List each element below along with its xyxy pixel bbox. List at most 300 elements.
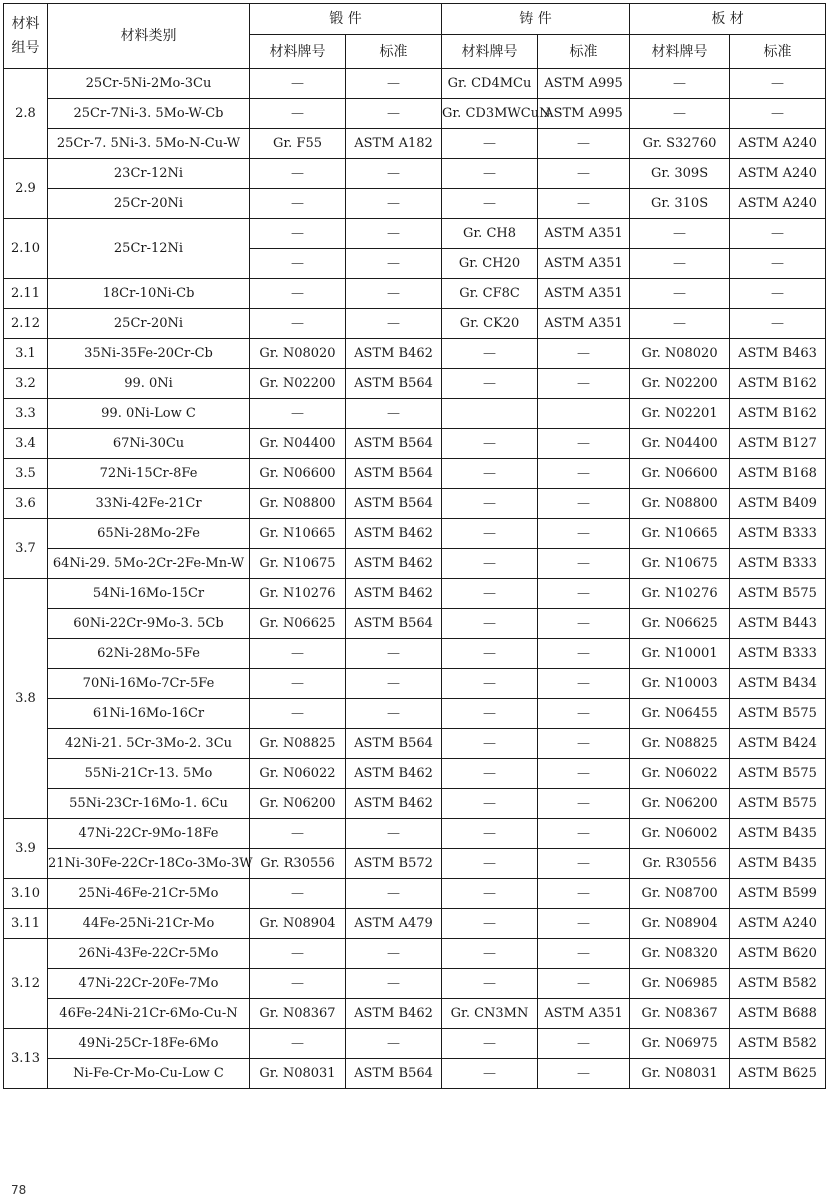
castings-standard-cell: —: [538, 489, 630, 519]
forgings-grade-cell: —: [250, 969, 346, 999]
category-cell: 25Cr-7. 5Ni-3. 5Mo-N-Cu-W: [48, 129, 250, 159]
castings-grade-cell: —: [442, 669, 538, 699]
forgings-grade-cell: —: [250, 249, 346, 279]
castings-grade-header: 材料牌号: [442, 35, 538, 69]
plates-grade-cell: Gr. R30556: [630, 849, 730, 879]
table-row: [4, 309, 826, 339]
forgings-grade-cell: Gr. R30556: [250, 849, 346, 879]
plates-standard-cell: —: [730, 69, 826, 99]
castings-grade-cell: —: [442, 969, 538, 999]
category-cell: 25Cr-20Ni: [48, 189, 250, 219]
castings-standard-cell: ASTM A351: [538, 279, 630, 309]
forgings-grade-cell: —: [250, 399, 346, 429]
plates-standard-cell: —: [730, 279, 826, 309]
forgings-standard-cell: —: [346, 99, 442, 129]
plates-standard-cell: ASTM A240: [730, 909, 826, 939]
plates-standard-cell: ASTM B582: [730, 969, 826, 999]
plates-grade-cell: Gr. N06625: [630, 609, 730, 639]
plates-grade-cell: Gr. N08020: [630, 339, 730, 369]
forgings-grade-cell: Gr. N08904: [250, 909, 346, 939]
castings-standard-cell: —: [538, 339, 630, 369]
castings-standard-cell: —: [538, 369, 630, 399]
plates-grade-cell: Gr. N06985: [630, 969, 730, 999]
plates-grade-cell: Gr. 310S: [630, 189, 730, 219]
castings-grade-cell: [442, 399, 538, 429]
plates-grade-cell: Gr. N02201: [630, 399, 730, 429]
plates-grade-cell: Gr. N06455: [630, 699, 730, 729]
forgings-standard-cell: ASTM B564: [346, 1059, 442, 1089]
forgings-standard-cell: —: [346, 309, 442, 339]
castings-grade-cell: —: [442, 549, 538, 579]
group-cell: 3.5: [4, 459, 48, 489]
forgings-standard-cell: —: [346, 879, 442, 909]
plates-header: 板 材: [630, 4, 826, 35]
group-cell: 2.10: [4, 219, 48, 279]
forgings-standard-cell: ASTM B564: [346, 459, 442, 489]
group-cell: 3.11: [4, 909, 48, 939]
forgings-grade-cell: Gr. N10675: [250, 549, 346, 579]
castings-grade-cell: Gr. CH8: [442, 219, 538, 249]
forgings-grade-cell: Gr. N06625: [250, 609, 346, 639]
castings-grade-cell: —: [442, 849, 538, 879]
category-cell: 64Ni-29. 5Mo-2Cr-2Fe-Mn-W: [48, 549, 250, 579]
castings-standard-cell: —: [538, 699, 630, 729]
group-cell: 3.10: [4, 879, 48, 909]
category-cell: 25Cr-12Ni: [48, 219, 250, 279]
forgings-grade-cell: Gr. F55: [250, 129, 346, 159]
category-cell: 35Ni-35Fe-20Cr-Cb: [48, 339, 250, 369]
plates-standard-cell: ASTM B333: [730, 549, 826, 579]
category-cell: 67Ni-30Cu: [48, 429, 250, 459]
page-number: 78: [11, 1183, 27, 1197]
table-row: [4, 99, 826, 129]
forgings-grade-cell: Gr. N06600: [250, 459, 346, 489]
category-cell: 46Fe-24Ni-21Cr-6Mo-Cu-N: [48, 999, 250, 1029]
castings-standard-cell: —: [538, 819, 630, 849]
castings-standard-cell: —: [538, 729, 630, 759]
forgings-grade-cell: —: [250, 219, 346, 249]
forgings-grade-cell: Gr. N04400: [250, 429, 346, 459]
castings-grade-cell: —: [442, 369, 538, 399]
group-cell: 3.1: [4, 339, 48, 369]
plates-standard-cell: —: [730, 249, 826, 279]
forgings-standard-cell: —: [346, 639, 442, 669]
category-header: 材料类别: [48, 4, 250, 69]
table-row: [4, 369, 826, 399]
forgings-standard-cell: ASTM B462: [346, 519, 442, 549]
forgings-grade-cell: Gr. N06022: [250, 759, 346, 789]
forgings-standard-cell: —: [346, 699, 442, 729]
castings-standard-cell: ASTM A351: [538, 219, 630, 249]
plates-grade-cell: —: [630, 219, 730, 249]
plates-standard-cell: ASTM B127: [730, 429, 826, 459]
group-cell: 3.3: [4, 399, 48, 429]
forgings-standard-header: 标准: [346, 35, 442, 69]
category-cell: 62Ni-28Mo-5Fe: [48, 639, 250, 669]
castings-grade-cell: —: [442, 189, 538, 219]
plates-grade-cell: —: [630, 309, 730, 339]
plates-grade-cell: Gr. N04400: [630, 429, 730, 459]
plates-standard-cell: ASTM B582: [730, 1029, 826, 1059]
category-cell: 65Ni-28Mo-2Fe: [48, 519, 250, 549]
category-cell: 25Cr-7Ni-3. 5Mo-W-Cb: [48, 99, 250, 129]
forgings-standard-cell: ASTM A182: [346, 129, 442, 159]
castings-header: 铸 件: [442, 4, 630, 35]
forgings-grade-cell: —: [250, 1029, 346, 1059]
castings-grade-cell: Gr. CD4MCu: [442, 69, 538, 99]
category-cell: 26Ni-43Fe-22Cr-5Mo: [48, 939, 250, 969]
forgings-standard-cell: —: [346, 219, 442, 249]
castings-standard-cell: —: [538, 579, 630, 609]
plates-grade-cell: Gr. 309S: [630, 159, 730, 189]
plates-standard-cell: ASTM B162: [730, 369, 826, 399]
plates-grade-cell: —: [630, 69, 730, 99]
castings-grade-cell: —: [442, 729, 538, 759]
plates-standard-cell: —: [730, 99, 826, 129]
table-row: [4, 69, 826, 99]
table-row: [4, 399, 826, 429]
group-cell: 2.8: [4, 69, 48, 159]
table-row: [4, 639, 826, 669]
table-row: [4, 519, 826, 549]
category-cell: 47Ni-22Cr-9Mo-18Fe: [48, 819, 250, 849]
plates-grade-cell: Gr. N08800: [630, 489, 730, 519]
castings-standard-cell: ASTM A351: [538, 249, 630, 279]
plates-grade-cell: —: [630, 99, 730, 129]
category-cell: 25Cr-5Ni-2Mo-3Cu: [48, 69, 250, 99]
plates-standard-cell: —: [730, 219, 826, 249]
category-cell: 33Ni-42Fe-21Cr: [48, 489, 250, 519]
plates-standard-cell: ASTM A240: [730, 159, 826, 189]
castings-standard-cell: —: [538, 129, 630, 159]
table-row: [4, 189, 826, 219]
forgings-standard-cell: —: [346, 189, 442, 219]
castings-standard-cell: [538, 399, 630, 429]
table-row: [4, 789, 826, 819]
category-cell: 42Ni-21. 5Cr-3Mo-2. 3Cu: [48, 729, 250, 759]
castings-grade-cell: —: [442, 1059, 538, 1089]
plates-standard-cell: ASTM B620: [730, 939, 826, 969]
plates-standard-cell: ASTM B599: [730, 879, 826, 909]
category-cell: 21Ni-30Fe-22Cr-18Co-3Mo-3W: [48, 849, 250, 879]
forgings-grade-cell: —: [250, 639, 346, 669]
table-row: [4, 579, 826, 609]
group-cell: 2.12: [4, 309, 48, 339]
castings-standard-cell: —: [538, 1029, 630, 1059]
castings-grade-cell: —: [442, 339, 538, 369]
plates-standard-cell: ASTM B162: [730, 399, 826, 429]
castings-standard-cell: —: [538, 549, 630, 579]
group-cell: 3.7: [4, 519, 48, 579]
castings-grade-cell: —: [442, 939, 538, 969]
castings-grade-cell: —: [442, 819, 538, 849]
castings-grade-cell: —: [442, 789, 538, 819]
plates-grade-cell: Gr. N10675: [630, 549, 730, 579]
group-cell: 2.9: [4, 159, 48, 219]
castings-standard-cell: —: [538, 459, 630, 489]
group-cell: 3.8: [4, 579, 48, 819]
castings-grade-cell: Gr. CK20: [442, 309, 538, 339]
table-row: [4, 819, 826, 849]
table-row: [4, 339, 826, 369]
castings-standard-cell: —: [538, 519, 630, 549]
plates-grade-cell: Gr. N08320: [630, 939, 730, 969]
forgings-grade-cell: Gr. N08031: [250, 1059, 346, 1089]
castings-standard-cell: —: [538, 639, 630, 669]
category-cell: 44Fe-25Ni-21Cr-Mo: [48, 909, 250, 939]
table-row: [4, 669, 826, 699]
category-cell: 60Ni-22Cr-9Mo-3. 5Cb: [48, 609, 250, 639]
table-row: [4, 549, 826, 579]
materials-table: [3, 3, 826, 1089]
forgings-standard-cell: ASTM B462: [346, 789, 442, 819]
table-row: [4, 699, 826, 729]
forgings-grade-cell: —: [250, 279, 346, 309]
plates-standard-cell: ASTM B575: [730, 759, 826, 789]
castings-standard-cell: —: [538, 759, 630, 789]
forgings-grade-cell: —: [250, 309, 346, 339]
castings-grade-cell: —: [442, 429, 538, 459]
castings-grade-cell: —: [442, 909, 538, 939]
group-cell: 3.13: [4, 1029, 48, 1089]
forgings-grade-cell: —: [250, 819, 346, 849]
category-cell: 25Ni-46Fe-21Cr-5Mo: [48, 879, 250, 909]
plates-grade-cell: —: [630, 249, 730, 279]
castings-grade-cell: —: [442, 879, 538, 909]
plates-grade-cell: Gr. N02200: [630, 369, 730, 399]
forgings-standard-cell: ASTM A479: [346, 909, 442, 939]
castings-standard-cell: —: [538, 669, 630, 699]
table-row: [4, 129, 826, 159]
forgings-grade-cell: Gr. N10665: [250, 519, 346, 549]
forgings-standard-cell: ASTM B572: [346, 849, 442, 879]
castings-standard-header: 标准: [538, 35, 630, 69]
castings-grade-cell: Gr. CH20: [442, 249, 538, 279]
plates-grade-cell: Gr. N08825: [630, 729, 730, 759]
forgings-grade-cell: —: [250, 699, 346, 729]
castings-standard-cell: ASTM A351: [538, 309, 630, 339]
forgings-grade-cell: Gr. N08800: [250, 489, 346, 519]
castings-grade-cell: —: [442, 579, 538, 609]
castings-grade-cell: —: [442, 639, 538, 669]
document-page: [3, 3, 825, 1197]
table-row: [4, 1059, 826, 1089]
group-header: 材料 组号: [4, 4, 48, 69]
forgings-standard-cell: —: [346, 159, 442, 189]
castings-standard-cell: —: [538, 789, 630, 819]
forgings-grade-cell: —: [250, 69, 346, 99]
plates-standard-cell: ASTM B435: [730, 849, 826, 879]
forgings-grade-cell: —: [250, 879, 346, 909]
castings-standard-cell: —: [538, 969, 630, 999]
forgings-standard-cell: —: [346, 969, 442, 999]
group-cell: 3.12: [4, 939, 48, 1029]
plates-standard-cell: ASTM B333: [730, 639, 826, 669]
table-row: [4, 879, 826, 909]
plates-grade-cell: Gr. N08700: [630, 879, 730, 909]
plates-grade-cell: Gr. N06022: [630, 759, 730, 789]
plates-grade-cell: Gr. N06200: [630, 789, 730, 819]
plates-standard-cell: ASTM B575: [730, 699, 826, 729]
plates-standard-cell: ASTM B409: [730, 489, 826, 519]
plates-standard-cell: ASTM B625: [730, 1059, 826, 1089]
plates-grade-cell: Gr. N08904: [630, 909, 730, 939]
plates-standard-cell: ASTM B435: [730, 819, 826, 849]
castings-standard-cell: —: [538, 849, 630, 879]
table-row: [4, 1029, 826, 1059]
castings-grade-cell: —: [442, 129, 538, 159]
castings-standard-cell: —: [538, 879, 630, 909]
table-row: [4, 759, 826, 789]
castings-standard-cell: —: [538, 1059, 630, 1089]
category-cell: 55Ni-23Cr-16Mo-1. 6Cu: [48, 789, 250, 819]
plates-grade-cell: Gr. N10276: [630, 579, 730, 609]
forgings-standard-cell: —: [346, 399, 442, 429]
table-row: [4, 489, 826, 519]
table-row: [4, 279, 826, 309]
forgings-grade-cell: Gr. N08825: [250, 729, 346, 759]
plates-grade-cell: Gr. N08367: [630, 999, 730, 1029]
forgings-standard-cell: ASTM B564: [346, 609, 442, 639]
category-cell: 54Ni-16Mo-15Cr: [48, 579, 250, 609]
forgings-standard-cell: ASTM B462: [346, 549, 442, 579]
forgings-standard-cell: ASTM B564: [346, 489, 442, 519]
plates-standard-cell: —: [730, 309, 826, 339]
category-cell: 23Cr-12Ni: [48, 159, 250, 189]
table-row: [4, 939, 826, 969]
table-row: [4, 429, 826, 459]
category-cell: Ni-Fe-Cr-Mo-Cu-Low C: [48, 1059, 250, 1089]
castings-grade-cell: —: [442, 159, 538, 189]
group-cell: 3.6: [4, 489, 48, 519]
castings-standard-cell: ASTM A995: [538, 69, 630, 99]
castings-grade-cell: —: [442, 759, 538, 789]
plates-grade-cell: Gr. N06600: [630, 459, 730, 489]
category-cell: 25Cr-20Ni: [48, 309, 250, 339]
plates-standard-cell: ASTM A240: [730, 189, 826, 219]
castings-standard-cell: ASTM A351: [538, 999, 630, 1029]
forgings-standard-cell: ASTM B462: [346, 579, 442, 609]
plates-standard-cell: ASTM B463: [730, 339, 826, 369]
castings-standard-cell: ASTM A995: [538, 99, 630, 129]
forgings-standard-cell: —: [346, 669, 442, 699]
group-cell: 3.9: [4, 819, 48, 879]
plates-grade-header: 材料牌号: [630, 35, 730, 69]
category-cell: 99. 0Ni: [48, 369, 250, 399]
plates-grade-cell: Gr. N10001: [630, 639, 730, 669]
plates-standard-cell: ASTM B575: [730, 579, 826, 609]
category-cell: 49Ni-25Cr-18Fe-6Mo: [48, 1029, 250, 1059]
group-cell: 3.2: [4, 369, 48, 399]
forgings-standard-cell: —: [346, 69, 442, 99]
castings-grade-cell: —: [442, 489, 538, 519]
forgings-grade-cell: Gr. N08367: [250, 999, 346, 1029]
castings-grade-cell: Gr. CF8C: [442, 279, 538, 309]
forgings-grade-cell: —: [250, 189, 346, 219]
plates-grade-cell: Gr. N10003: [630, 669, 730, 699]
forgings-grade-cell: Gr. N06200: [250, 789, 346, 819]
table-row: [4, 849, 826, 879]
table-body: [4, 69, 826, 1089]
forgings-standard-cell: ASTM B564: [346, 369, 442, 399]
plates-standard-cell: ASTM A240: [730, 129, 826, 159]
plates-standard-cell: ASTM B168: [730, 459, 826, 489]
category-cell: 72Ni-15Cr-8Fe: [48, 459, 250, 489]
forgings-grade-cell: —: [250, 939, 346, 969]
plates-standard-header: 标准: [730, 35, 826, 69]
plates-standard-cell: ASTM B333: [730, 519, 826, 549]
castings-grade-cell: —: [442, 699, 538, 729]
category-cell: 99. 0Ni-Low C: [48, 399, 250, 429]
table-row: [4, 159, 826, 189]
plates-grade-cell: Gr. S32760: [630, 129, 730, 159]
castings-grade-cell: Gr. CD3MWCuN: [442, 99, 538, 129]
castings-grade-cell: —: [442, 519, 538, 549]
plates-grade-cell: Gr. N10665: [630, 519, 730, 549]
header-row-1: [4, 4, 826, 35]
category-cell: 55Ni-21Cr-13. 5Mo: [48, 759, 250, 789]
castings-standard-cell: —: [538, 189, 630, 219]
plates-standard-cell: ASTM B688: [730, 999, 826, 1029]
plates-grade-cell: Gr. N06975: [630, 1029, 730, 1059]
forgings-grade-cell: Gr. N08020: [250, 339, 346, 369]
plates-standard-cell: ASTM B575: [730, 789, 826, 819]
forgings-standard-cell: ASTM B564: [346, 729, 442, 759]
forgings-standard-cell: —: [346, 279, 442, 309]
category-cell: 61Ni-16Mo-16Cr: [48, 699, 250, 729]
category-cell: 18Cr-10Ni-Cb: [48, 279, 250, 309]
category-cell: 70Ni-16Mo-7Cr-5Fe: [48, 669, 250, 699]
table-row: [4, 609, 826, 639]
plates-grade-cell: Gr. N06002: [630, 819, 730, 849]
forgings-standard-cell: ASTM B564: [346, 429, 442, 459]
table-row: [4, 909, 826, 939]
group-cell: 3.4: [4, 429, 48, 459]
forgings-standard-cell: ASTM B462: [346, 339, 442, 369]
forgings-standard-cell: —: [346, 1029, 442, 1059]
castings-grade-cell: —: [442, 459, 538, 489]
castings-grade-cell: —: [442, 609, 538, 639]
plates-standard-cell: ASTM B434: [730, 669, 826, 699]
forgings-standard-cell: —: [346, 819, 442, 849]
castings-standard-cell: —: [538, 939, 630, 969]
plates-grade-cell: Gr. N08031: [630, 1059, 730, 1089]
forgings-standard-cell: ASTM B462: [346, 999, 442, 1029]
castings-standard-cell: —: [538, 159, 630, 189]
forgings-header: 锻 件: [250, 4, 442, 35]
castings-grade-cell: Gr. CN3MN: [442, 999, 538, 1029]
forgings-standard-cell: ASTM B462: [346, 759, 442, 789]
forgings-grade-header: 材料牌号: [250, 35, 346, 69]
forgings-grade-cell: —: [250, 159, 346, 189]
castings-standard-cell: —: [538, 909, 630, 939]
forgings-grade-cell: Gr. N10276: [250, 579, 346, 609]
table-row: [4, 459, 826, 489]
forgings-standard-cell: —: [346, 939, 442, 969]
table-row: [4, 969, 826, 999]
forgings-grade-cell: —: [250, 99, 346, 129]
castings-grade-cell: —: [442, 1029, 538, 1059]
table-row: [4, 729, 826, 759]
plates-grade-cell: —: [630, 279, 730, 309]
table-row: [4, 999, 826, 1029]
plates-standard-cell: ASTM B443: [730, 609, 826, 639]
castings-standard-cell: —: [538, 609, 630, 639]
forgings-grade-cell: Gr. N02200: [250, 369, 346, 399]
plates-standard-cell: ASTM B424: [730, 729, 826, 759]
castings-standard-cell: —: [538, 429, 630, 459]
forgings-standard-cell: —: [346, 249, 442, 279]
